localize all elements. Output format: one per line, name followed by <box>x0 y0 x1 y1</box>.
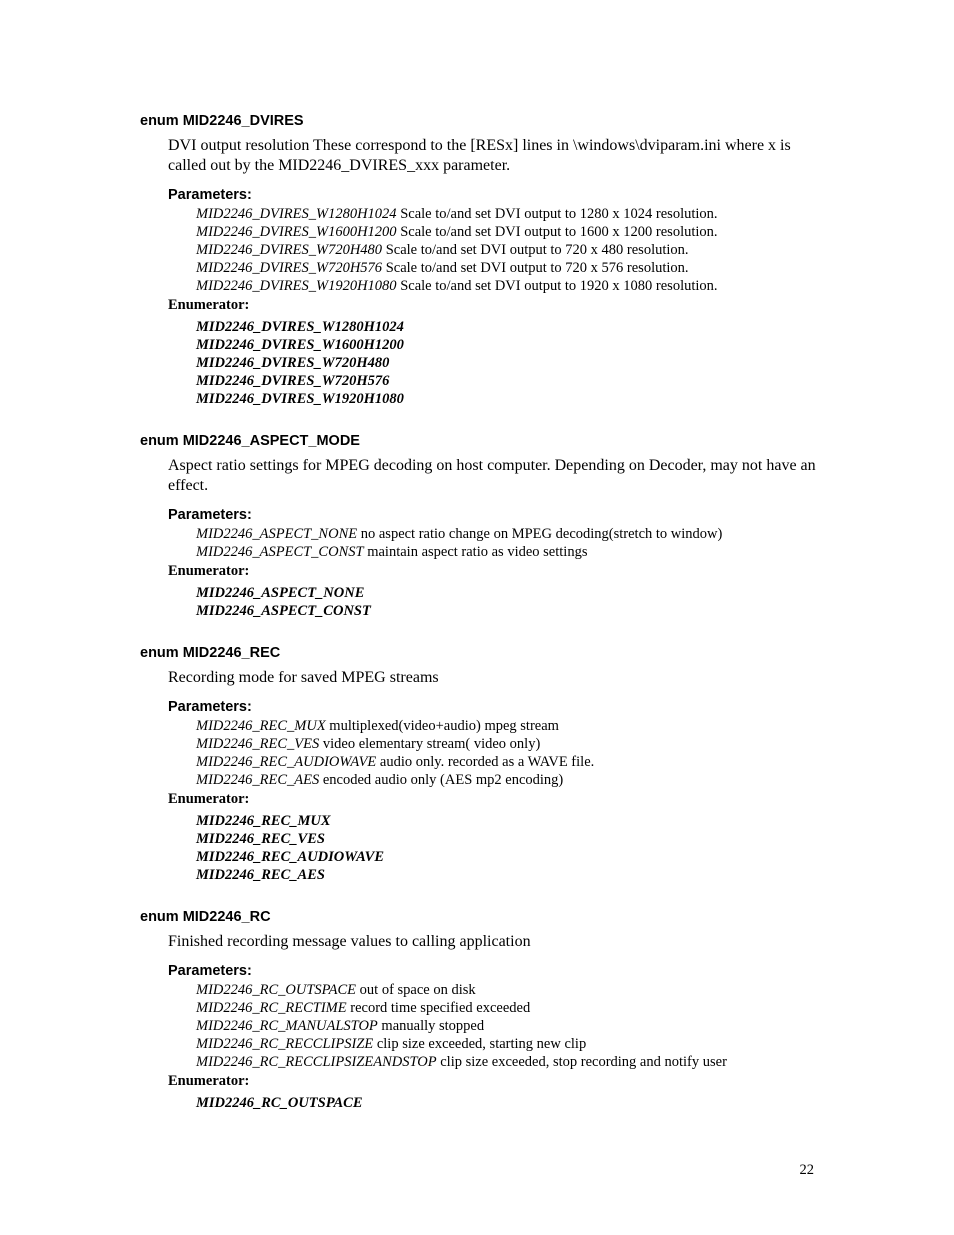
enumerator-list <box>196 584 820 620</box>
parameters-label: Parameters: <box>168 699 252 715</box>
enumerator-item: MID2246_REC_VES <box>196 831 325 847</box>
enumerator-item: MID2246_DVIRES_W1600H1200 <box>196 337 404 353</box>
parameter-text: out of space on disk <box>356 982 476 998</box>
enum-section-rc <box>140 908 820 1112</box>
parameter-text: Scale to/and set DVI output to 1920 x 1080 resolution. <box>396 278 718 294</box>
parameter-text: audio only. recorded as a WAVE file. <box>376 754 595 770</box>
parameter-name: MID2246_REC_AES <box>196 772 320 788</box>
page-number: 22 <box>799 1162 814 1178</box>
parameter-item <box>196 1053 820 1071</box>
enumerator-item: MID2246_REC_MUX <box>196 813 331 829</box>
parameter-name: MID2246_REC_MUX <box>196 718 326 734</box>
enum-title: enum MID2246_RC <box>140 909 271 925</box>
parameter-name: MID2246_RC_RECCLIPSIZE <box>196 1036 374 1052</box>
parameter-item <box>196 241 820 259</box>
enum-section-aspect-mode <box>140 432 820 620</box>
parameters-label: Parameters: <box>168 963 252 979</box>
parameter-item <box>196 1017 820 1035</box>
parameter-item <box>196 223 820 241</box>
parameter-item <box>196 259 820 277</box>
parameter-name: MID2246_DVIRES_W1600H1200 <box>196 224 397 240</box>
parameter-item <box>196 717 820 735</box>
parameter-name: MID2246_RC_RECCLIPSIZEANDSTOP <box>196 1054 437 1070</box>
parameter-text: multiplexed(video+audio) mpeg stream <box>325 718 559 734</box>
parameter-name: MID2246_REC_VES <box>196 736 320 752</box>
parameter-text: Scale to/and set DVI output to 1280 x 1024 resolution. <box>396 206 718 222</box>
parameter-text: encoded audio only (AES mp2 encoding) <box>319 772 564 788</box>
parameter-name: MID2246_REC_AUDIOWAVE <box>196 754 377 770</box>
enumerator-item: MID2246_DVIRES_W1920H1080 <box>196 391 404 407</box>
enumerator-label: Enumerator: <box>168 563 250 579</box>
parameter-name: MID2246_RC_OUTSPACE <box>196 982 357 998</box>
parameter-item <box>196 543 820 561</box>
parameter-text: clip size exceeded, stop recording and notify user <box>436 1054 727 1070</box>
parameter-item <box>196 205 820 223</box>
enumerator-list <box>196 318 820 408</box>
parameter-text: Scale to/and set DVI output to 720 x 480 resolution. <box>382 242 689 258</box>
parameter-text: video elementary stream( video only) <box>319 736 541 752</box>
parameter-name: MID2246_DVIRES_W720H576 <box>196 260 383 276</box>
parameter-name: MID2246_DVIRES_W1280H1024 <box>196 206 397 222</box>
parameter-item <box>196 1035 820 1053</box>
enumerator-label: Enumerator: <box>168 791 250 807</box>
parameter-item <box>196 525 820 543</box>
parameter-item <box>196 735 820 753</box>
parameter-text: clip size exceeded, starting new clip <box>373 1036 587 1052</box>
enum-title: enum MID2246_DVIRES <box>140 113 304 129</box>
parameter-name: MID2246_ASPECT_NONE <box>196 526 358 542</box>
enum-section-rec <box>140 644 820 884</box>
parameter-name: MID2246_RC_MANUALSTOP <box>196 1018 378 1034</box>
enumerator-list <box>196 812 820 884</box>
parameter-text: manually stopped <box>377 1018 485 1034</box>
parameters-label: Parameters: <box>168 507 252 523</box>
enum-description: Aspect ratio settings for MPEG decoding on host computer. Depending on Decoder, may not have an effect. <box>168 457 816 494</box>
enumerator-list <box>196 1094 820 1112</box>
parameter-item <box>196 999 820 1017</box>
enumerator-item: MID2246_DVIRES_W720H480 <box>196 355 390 371</box>
enumerator-item: MID2246_DVIRES_W720H576 <box>196 373 390 389</box>
parameter-text: Scale to/and set DVI output to 1600 x 1200 resolution. <box>396 224 718 240</box>
enumerator-item: MID2246_REC_AES <box>196 867 325 883</box>
parameter-text: maintain aspect ratio as video settings <box>363 544 588 560</box>
parameter-item <box>196 753 820 771</box>
enumerator-label: Enumerator: <box>168 1073 250 1089</box>
enumerator-item: MID2246_ASPECT_NONE <box>196 585 365 601</box>
enumerator-item: MID2246_DVIRES_W1280H1024 <box>196 319 404 335</box>
enum-title: enum MID2246_ASPECT_MODE <box>140 433 360 449</box>
parameter-list <box>196 205 820 295</box>
parameter-text: Scale to/and set DVI output to 720 x 576 resolution. <box>382 260 689 276</box>
parameter-text: no aspect ratio change on MPEG decoding(stretch to window) <box>357 526 723 542</box>
enumerator-label: Enumerator: <box>168 297 250 313</box>
enumerator-item: MID2246_REC_AUDIOWAVE <box>196 849 385 865</box>
parameter-text: record time specified exceeded <box>346 1000 531 1016</box>
parameter-name: MID2246_DVIRES_W1920H1080 <box>196 278 397 294</box>
enum-description: Finished recording message values to calling application <box>168 933 531 950</box>
parameter-name: MID2246_DVIRES_W720H480 <box>196 242 383 258</box>
parameter-list <box>196 981 820 1071</box>
parameter-item <box>196 771 820 789</box>
parameter-name: MID2246_ASPECT_CONST <box>196 544 364 560</box>
enumerator-item: MID2246_RC_OUTSPACE <box>196 1095 363 1111</box>
enum-title: enum MID2246_REC <box>140 645 281 661</box>
parameter-list <box>196 717 820 789</box>
enumerator-item: MID2246_ASPECT_CONST <box>196 603 371 619</box>
parameter-list <box>196 525 820 561</box>
parameter-item <box>196 981 820 999</box>
parameters-label: Parameters: <box>168 187 252 203</box>
parameter-name: MID2246_RC_RECTIME <box>196 1000 347 1016</box>
enum-description: Recording mode for saved MPEG streams <box>168 669 439 686</box>
enum-description: DVI output resolution These correspond to the [RESx] lines in \windows\dviparam.ini where x is called out by the MID2246_DVIRES_xxx parameter. <box>168 137 791 174</box>
parameter-item <box>196 277 820 295</box>
enum-section-dvires <box>140 112 820 408</box>
